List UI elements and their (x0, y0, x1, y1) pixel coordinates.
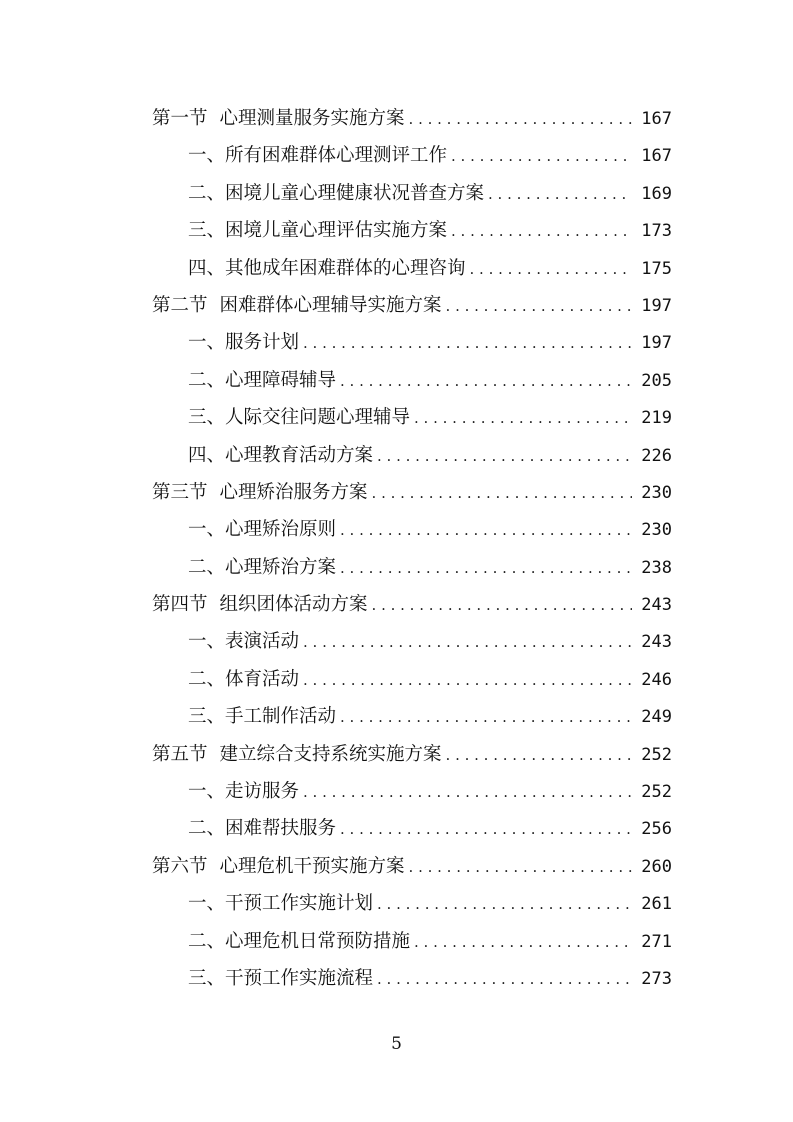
toc-entry (188, 250, 672, 288)
toc-entry-title: 二、心理矫治方案 (188, 556, 337, 578)
toc-entry (188, 399, 672, 437)
toc-page-number: 175 (641, 258, 672, 279)
toc-entry-label (188, 437, 377, 474)
toc-entry-label (188, 549, 340, 586)
toc-entry (152, 848, 672, 886)
toc-subsection-row[interactable] (0, 923, 793, 960)
toc-entry-label (188, 511, 340, 548)
toc-page-number: 252 (641, 744, 672, 765)
toc-subsection-row[interactable] (0, 623, 793, 660)
toc-page-number: 238 (641, 557, 672, 578)
toc-entry-title: 心理矫治服务方案 (219, 481, 368, 503)
toc-entry (188, 511, 672, 549)
toc-entry (188, 549, 672, 587)
toc-entry-label (152, 474, 372, 511)
toc-entry-title: 心理危机干预实施方案 (219, 855, 405, 877)
toc-entry-label (152, 848, 409, 885)
toc-entry-label (152, 586, 372, 623)
toc-entry-label (152, 287, 446, 324)
toc-dot-leader (372, 475, 632, 512)
toc-entry-label (188, 362, 340, 399)
toc-dot-leader (488, 176, 632, 213)
toc-page-number: 219 (641, 408, 672, 429)
table-of-contents (0, 100, 793, 997)
toc-section-row[interactable] (0, 736, 793, 773)
toc-entry (188, 698, 672, 736)
toc-page-number: 243 (641, 595, 672, 616)
toc-dot-leader (377, 961, 632, 998)
toc-section-row[interactable] (0, 287, 793, 324)
toc-entry-label (188, 137, 451, 174)
toc-section-number: 第五节 (152, 743, 208, 765)
toc-subsection-row[interactable] (0, 399, 793, 436)
toc-entry-title: 困难群体心理辅导实施方案 (219, 294, 442, 316)
toc-subsection-row[interactable] (0, 810, 793, 847)
toc-entry-title: 一、所有困难群体心理测评工作 (188, 145, 448, 167)
toc-dot-leader (446, 737, 632, 774)
toc-entry (152, 736, 672, 774)
toc-page-number: 261 (641, 894, 672, 915)
toc-entry-title: 三、人际交往问题心理辅导 (188, 407, 411, 429)
toc-subsection-row[interactable] (0, 250, 793, 287)
toc-subsection-row[interactable] (0, 698, 793, 735)
toc-entry-label (188, 698, 340, 735)
toc-entry-title: 四、其他成年困难群体的心理咨询 (188, 257, 466, 279)
toc-dot-leader (451, 138, 632, 175)
toc-page-number: 246 (641, 669, 672, 690)
toc-dot-leader (303, 624, 632, 661)
toc-dot-leader (303, 325, 632, 362)
toc-section-number: 第四节 (152, 594, 208, 616)
toc-page-number: 167 (641, 109, 672, 129)
toc-page-number: 173 (641, 221, 672, 242)
toc-section-row[interactable] (0, 586, 793, 623)
toc-entry (188, 437, 672, 475)
toc-page-number: 271 (641, 931, 672, 952)
toc-entry-title: 建立综合支持系统实施方案 (219, 743, 442, 765)
toc-section-number: 第三节 (152, 481, 208, 503)
toc-entry-title: 二、心理障碍辅导 (188, 369, 337, 391)
toc-entry-label (188, 324, 303, 361)
toc-entry-title: 三、干预工作实施流程 (188, 967, 374, 989)
toc-entry-label (188, 212, 451, 249)
toc-entry (188, 324, 672, 362)
toc-entry (188, 773, 672, 811)
toc-entry (188, 212, 672, 250)
toc-dot-leader (377, 886, 632, 923)
toc-entry (188, 623, 672, 661)
toc-entry-label (188, 773, 303, 810)
toc-entry-label (188, 885, 377, 922)
toc-entry (188, 885, 672, 923)
toc-dot-leader (470, 251, 632, 288)
toc-section-number: 第六节 (152, 855, 208, 877)
toc-subsection-row[interactable] (0, 137, 793, 174)
toc-subsection-row[interactable] (0, 362, 793, 399)
toc-entry-label (188, 399, 414, 436)
toc-subsection-row[interactable] (0, 549, 793, 586)
toc-page-number: 243 (641, 632, 672, 653)
toc-entry-title: 二、困境儿童心理健康状况普查方案 (188, 182, 485, 204)
toc-dot-leader (372, 587, 632, 624)
toc-entry-title: 一、干预工作实施计划 (188, 893, 374, 915)
page-number: 5 (391, 1034, 402, 1054)
toc-dot-leader (446, 288, 632, 325)
toc-entry-label (188, 661, 303, 698)
toc-entry-title: 二、心理危机日常预防措施 (188, 930, 411, 952)
toc-page-number: 273 (641, 968, 672, 989)
toc-dot-leader (451, 213, 632, 250)
toc-page-number: 249 (641, 707, 672, 728)
toc-section-row[interactable] (0, 100, 793, 137)
toc-page-number: 226 (641, 445, 672, 466)
toc-page-number: 252 (641, 782, 672, 803)
toc-subsection-row[interactable] (0, 324, 793, 361)
toc-subsection-row[interactable] (0, 437, 793, 474)
toc-entry-label (188, 175, 488, 212)
toc-entry (152, 100, 672, 138)
toc-page-number: 205 (641, 370, 672, 391)
toc-dot-leader (303, 662, 632, 699)
toc-dot-leader (340, 550, 632, 587)
toc-entry-title: 组织团体活动方案 (219, 594, 368, 616)
toc-entry (188, 960, 672, 998)
toc-subsection-row[interactable] (0, 661, 793, 698)
toc-section-row[interactable] (0, 474, 793, 511)
toc-section-number: 第一节 (152, 108, 208, 129)
toc-dot-leader (409, 101, 632, 138)
toc-subsection-row[interactable] (0, 773, 793, 810)
toc-section-number: 第二节 (152, 294, 208, 316)
toc-page-number: 260 (641, 856, 672, 877)
toc-entry-label (188, 923, 414, 960)
toc-entry (188, 923, 672, 961)
toc-page-number: 169 (641, 183, 672, 204)
toc-entry-title: 一、走访服务 (188, 781, 300, 803)
toc-page-number: 256 (641, 819, 672, 840)
toc-page-number: 197 (641, 295, 672, 316)
toc-dot-leader (414, 400, 632, 437)
toc-entry-title: 三、困境儿童心理评估实施方案 (188, 220, 448, 242)
toc-entry-label (152, 100, 409, 137)
toc-subsection-row[interactable] (0, 885, 793, 922)
toc-page-number: 197 (641, 333, 672, 354)
toc-subsection-row[interactable] (0, 960, 793, 997)
toc-page-number: 230 (641, 520, 672, 541)
toc-dot-leader (377, 438, 632, 475)
toc-dot-leader (340, 811, 632, 848)
toc-entry-title: 一、服务计划 (188, 332, 300, 354)
toc-entry-label (152, 736, 446, 773)
toc-dot-leader (409, 849, 632, 886)
toc-entry-label (188, 810, 340, 847)
toc-entry-title: 一、心理矫治原则 (188, 519, 337, 541)
toc-entry-title: 四、心理教育活动方案 (188, 444, 374, 466)
toc-dot-leader (340, 699, 632, 736)
toc-entry (188, 661, 672, 699)
toc-entry-title: 三、手工制作活动 (188, 706, 337, 728)
toc-dot-leader (340, 512, 632, 549)
toc-subsection-row[interactable] (0, 212, 793, 249)
toc-entry (188, 362, 672, 400)
toc-page-number: 230 (641, 482, 672, 503)
toc-entry-label (188, 250, 470, 287)
toc-page-number: 167 (641, 146, 672, 167)
toc-entry-title: 心理测量服务实施方案 (219, 108, 405, 129)
toc-entry (188, 175, 672, 213)
toc-entry (188, 810, 672, 848)
toc-entry-title: 二、体育活动 (188, 668, 300, 690)
toc-section-row[interactable] (0, 848, 793, 885)
toc-entry-label (188, 960, 377, 997)
toc-subsection-row[interactable] (0, 511, 793, 548)
toc-dot-leader (340, 363, 632, 400)
toc-entry-title: 一、表演活动 (188, 631, 300, 653)
toc-entry (152, 586, 672, 624)
toc-entry (152, 474, 672, 512)
toc-entry-label (188, 623, 303, 660)
toc-dot-leader (414, 924, 632, 961)
toc-entry (188, 137, 672, 175)
toc-entry (152, 287, 672, 325)
toc-entry-title: 二、困难帮扶服务 (188, 818, 337, 840)
toc-subsection-row[interactable] (0, 175, 793, 212)
toc-dot-leader (303, 774, 632, 811)
